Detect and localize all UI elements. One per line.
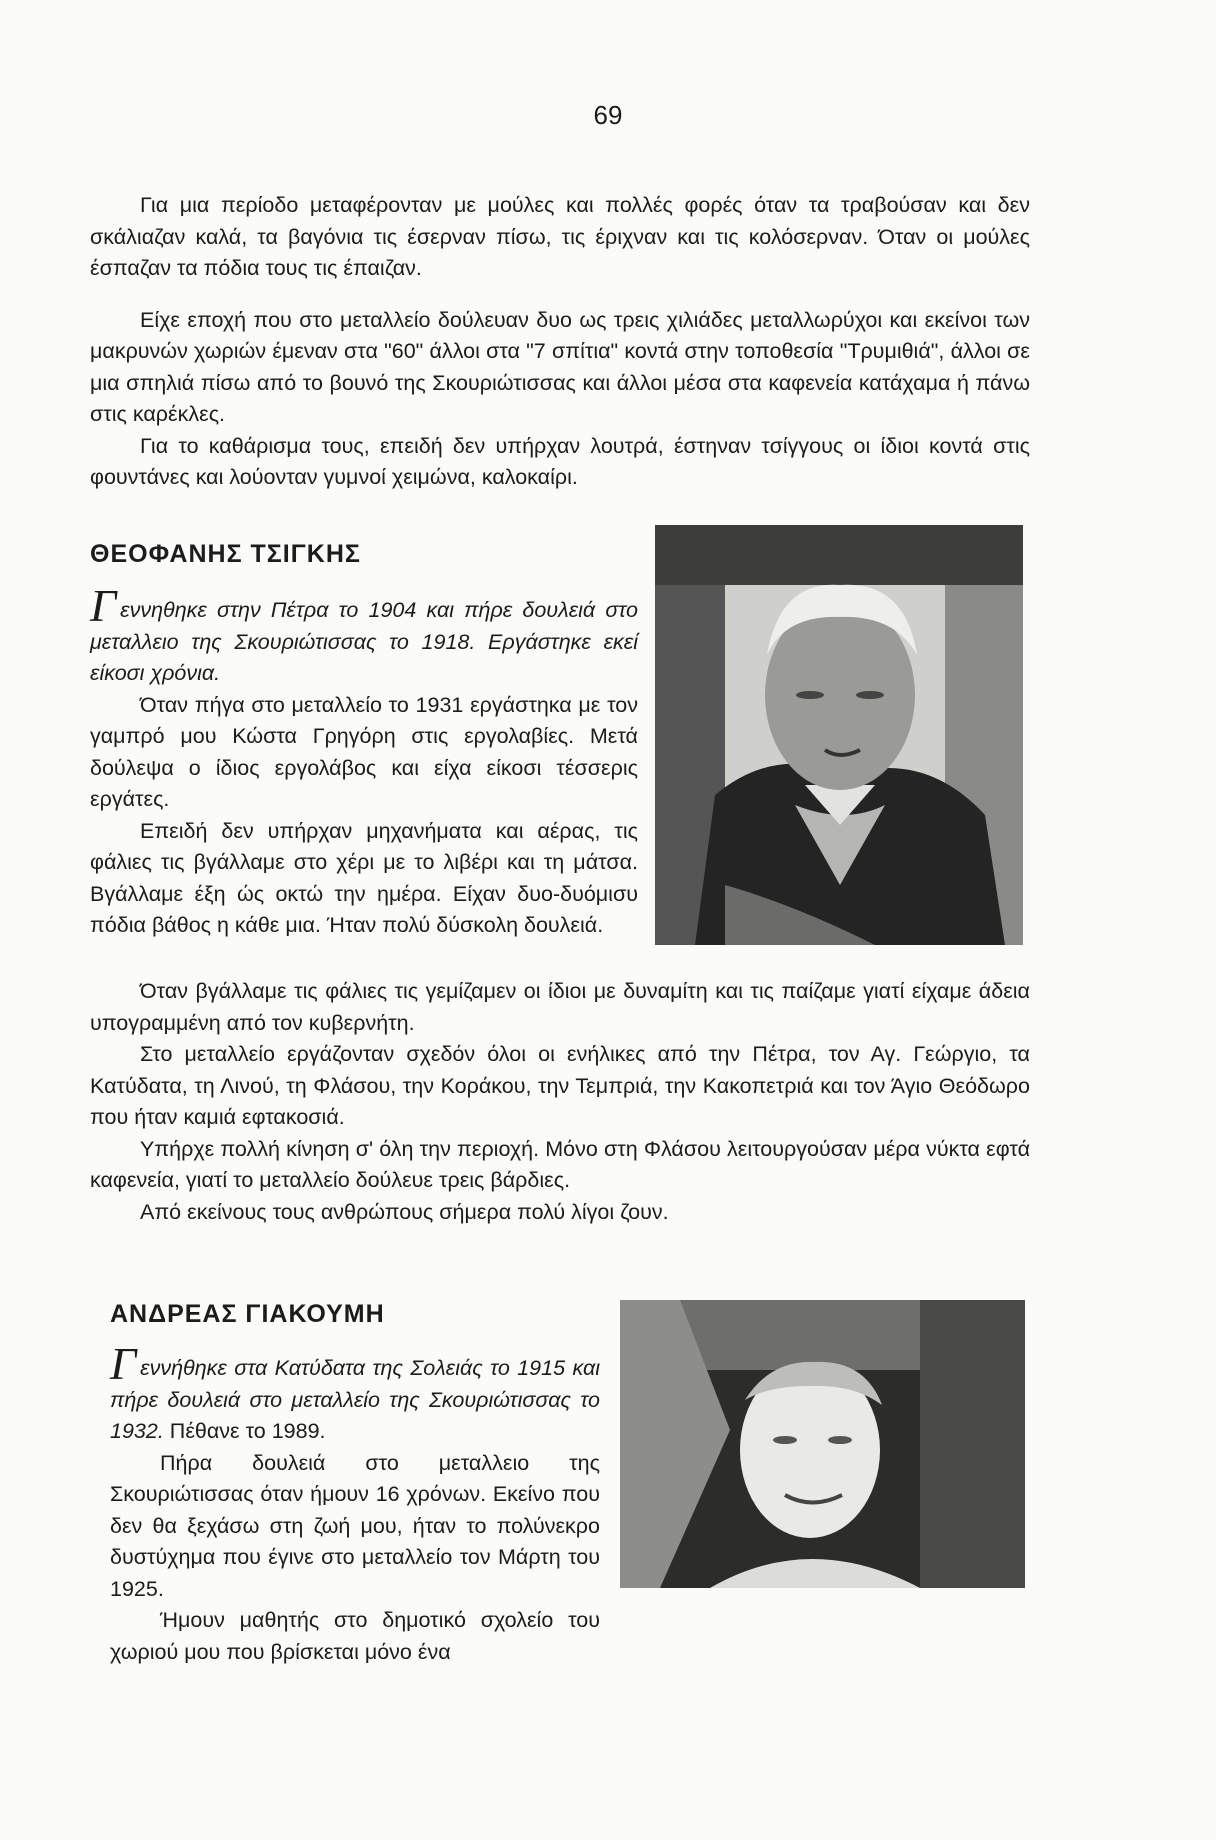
section1-after-paragraph-4: Από εκείνους τους ανθρώπους σήμερα πολύ λίγοι ζουν. <box>140 1199 669 1224</box>
section1-intro-text: εννηθηκε στην Πέτρα το 1904 και πήρε δουλειά στο μεταλλειο της Σκουριώτισσας το 1918. Εργάστηκε εκεί είκοσι χρόνια. <box>90 598 638 685</box>
section1-intro <box>90 580 638 690</box>
section1-heading: ΘΕΟΦΑΝΗΣ ΤΣΙΓΚΗΣ <box>90 540 361 568</box>
section1-after-paragraph-1: Όταν βγάλλαμε τις φάλιες τις γεμίζαμεν οι ίδιοι με δυναμίτη και τις παίζαμε γιατί είχαμε άδεια υπογραμμένη από τον κυβερνήτη. <box>90 979 1030 1035</box>
section2-intro-tail: Πέθανε το 1989. <box>169 1419 326 1443</box>
intro-paragraph-2: Είχε εποχή που στο μεταλλείο δούλευαν δυο ως τρεις χιλιάδες μεταλλωρύχοι και εκείνοι των μακρυνών χωριών έμεναν στα "60" άλλοι στα "7 σπίτια" κοντά στην τοποθεσία "Τρυμιθιά", άλλοι σε μια σπηλιά πίσω από το βουνό της Σκουριώτισσας και άλλοι μέσα στα καφενεία κατάχαμα ή πάνω στις καρέκλες. <box>90 307 1030 426</box>
section2-paragraph-1: Πήρα δουλειά στο μεταλλειο της Σκουριώτισσας όταν ήμουν 16 χρόνων. Εκείνο που δεν θα ξεχάσω στη ζωή μου, ήταν το πολύνεκρο δυστύχημα που έγινε στο μεταλλείο τον Μάρτη του 1925. <box>110 1450 600 1601</box>
intro-block <box>90 190 1030 494</box>
section2-dropcap: Γ <box>110 1338 137 1389</box>
section2-paragraph-2: Ήμουν μαθητής στο δημοτικό σχολείο του χωριού μου που βρίσκεται μόνο ένα <box>110 1608 600 1664</box>
section1-after-paragraph-3: Υπήρχε πολλή κίνηση σ' όλη την περιοχή. Μόνο στη Φλάσου λειτουργούσαν μέρα νύκτα εφτά καφενεία, γιατί το μεταλλείο δούλευε τρεις βάρδιες. <box>90 1136 1030 1192</box>
portrait-photo-andreas <box>620 1300 1025 1588</box>
section1-paragraph-2: Επειδή δεν υπήρχαν μηχανήματα και αέρας, τις φάλιες τις βγάλλαμε στο χέρι με το λιβέρι και τη μάτσα. Βγάλλαμε έξη ώς οκτώ την ημέρα. Είχαν δυο-δυόμισυ πόδια βάθος η κάθε μια. Ήταν πολύ δύσκολη δουλειά. <box>90 818 638 937</box>
section2-left-column <box>110 1338 600 1668</box>
portrait-illustration <box>655 525 1023 945</box>
portrait-illustration-2 <box>620 1300 1025 1588</box>
section1-paragraph-1: Όταν πήγα στο μεταλλείο το 1931 εργάστηκα με τον γαμπρό μου Κώστα Γρηγόρη στις εργολαβίες. Μετά δούλεψα ο ίδιος εργολάβος και είχα είκοσι τέσσερις εργάτες. <box>90 692 638 811</box>
section1-dropcap: Γ <box>90 580 117 631</box>
page-number: 69 <box>593 100 623 130</box>
section2-intro <box>110 1338 600 1448</box>
intro-paragraph-3: Για το καθάρισμα τους, επειδή δεν υπήρχαν λουτρά, έστηναν τσίγγους οι ίδιοι κοντά στις φουντάνες και λούονταν γυμνοί χειμώνα, καλοκαίρι. <box>90 433 1030 489</box>
section2-intro-text: εννήθηκε στα Κατύδατα της Σολειάς το 1915 και πήρε δουλειά στο μεταλλείο της Σκουριώτισσας το 1932. <box>110 1356 600 1443</box>
portrait-photo-theofanis <box>655 525 1023 945</box>
section1-after-paragraph-2: Στο μεταλλείο εργάζονταν σχεδόν όλοι οι ενήλικες από την Πέτρα, τον Αγ. Γεώργιο, τα Κατύδατα, τη Λινού, τη Φλάσου, την Κοράκου, την Τεμπριά, την Κακοπετριά και τον Άγιο Θεόδωρο που ήταν καμιά εφτακοσιά. <box>90 1042 1030 1129</box>
section2-heading: ΑΝΔΡΕΑΣ ΓΙΑΚΟΥΜΗ <box>110 1300 385 1328</box>
section1-after-photo <box>90 976 1030 1228</box>
section1-left-column <box>90 580 638 942</box>
intro-paragraph-1: Για μια περίοδο μεταφέρονταν με μούλες και πολλές φορές όταν τα τραβούσαν και δεν σκάλιαζαν καλά, τα βαγόνια τις έσερναν πίσω, τις έριχναν και τις κολόσερναν. Όταν οι μούλες έσπαζαν τα πόδια τους τις έπαιζαν. <box>90 193 1030 280</box>
